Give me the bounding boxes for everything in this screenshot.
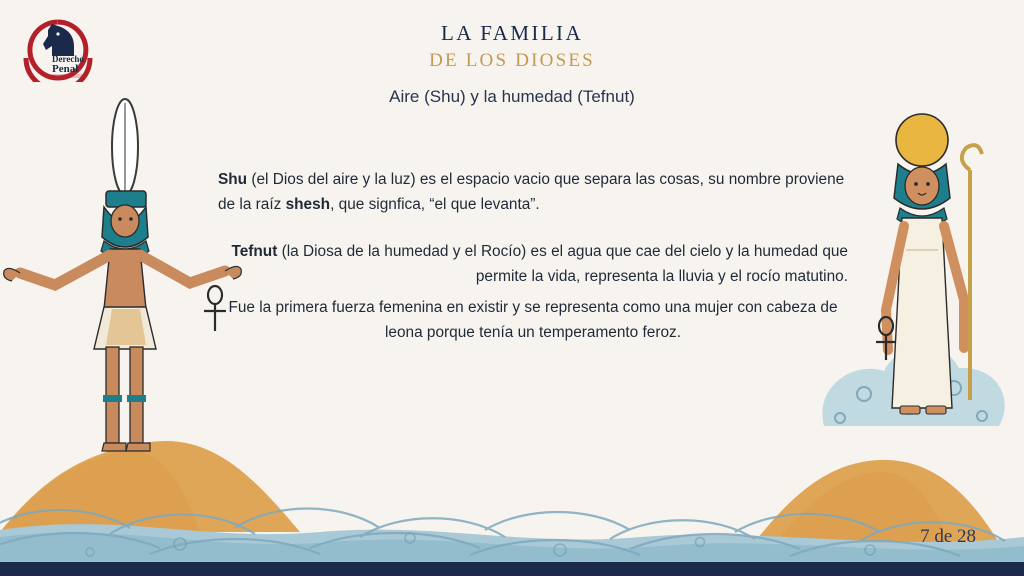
- logo-svg: [18, 16, 98, 82]
- body-text: [218, 168, 848, 346]
- page-subtitle-gold: DE LOS DIOSES: [429, 50, 595, 72]
- title-block: [0, 20, 1024, 74]
- logo-text-derecho: Derecho: [52, 54, 84, 64]
- shu-figure-illustration: [0, 95, 250, 475]
- section-subtitle: Aire (Shu) y la humedad (Tefnut): [389, 87, 635, 106]
- brand-logo: [18, 16, 98, 82]
- paragraph-tefnut-secondary: Fue la primera fuerza femenina en existir y se representa como una mujer con cabeza de leona porque tenía un temperamento feroz.: [228, 298, 838, 341]
- page-number: 7 de 28: [920, 526, 976, 547]
- paragraph-shu: Shu (el Dios del aire y la luz) es el espacio vacio que separa las cosas, su nombre proviene de la raíz shesh, que signfica, “el que levanta”.: [218, 171, 845, 213]
- paragraph-tefnut: Tefnut (la Diosa de la humedad y el Rocío) es el agua que cae del cielo y la humedad que permite la vida, representa la lluvia y el rocío matutino.: [231, 242, 848, 285]
- bottom-accent-bar: [0, 562, 1024, 576]
- page-title: LA FAMILIA: [440, 21, 584, 45]
- logo-text-penal: Penal: [52, 63, 79, 75]
